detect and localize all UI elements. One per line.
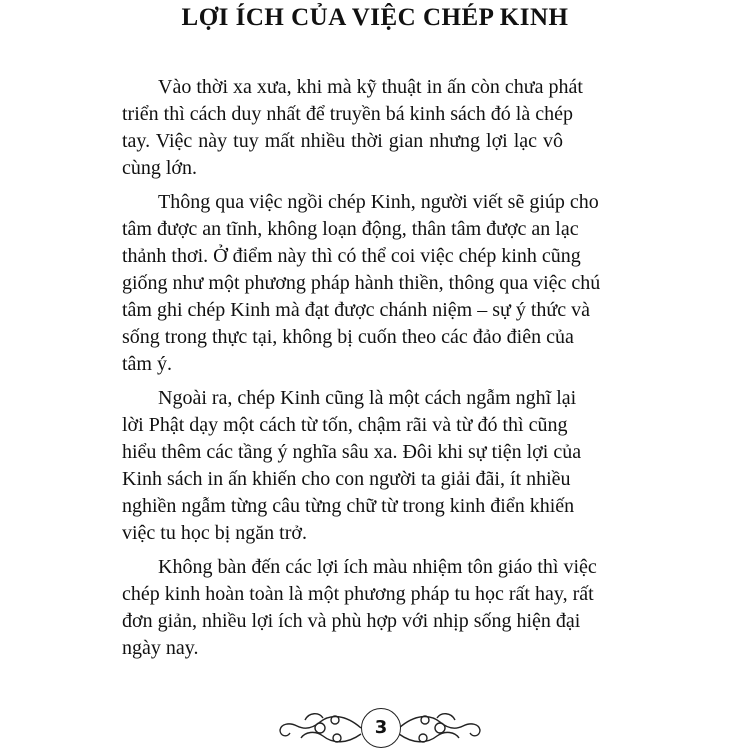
page-number: 3: [361, 708, 401, 748]
text-line: Vào thời xa xưa, khi mà kỹ thuật in ấn còn chưa phát: [158, 76, 583, 98]
text-line: tâm được an tĩnh, không loạn động, thân tâm được an lạc: [122, 218, 579, 240]
text-line: cùng lớn.: [122, 157, 198, 179]
page-footer-ornament: [275, 700, 485, 750]
text-line: sống trong thực tại, không bị cuốn theo các đảo điên của: [122, 326, 574, 348]
text-line: Kinh sách in ấn khiến cho con người ta giải đãi, ít nhiều: [122, 468, 571, 490]
text-line: ngày nay.: [122, 637, 199, 659]
text-line: Thông qua việc ngồi chép Kinh, người viết sẽ giúp cho: [158, 191, 599, 213]
text-line: tâm ý.: [122, 353, 172, 375]
paragraph: [122, 189, 601, 378]
paragraph: [122, 385, 582, 547]
text-line: hiểu thêm các tầng ý nghĩa sâu xa. Đôi khi sự tiện lợi của: [122, 441, 582, 463]
text-line: tâm ghi chép Kinh mà đạt được chánh niệm – sự ý thức và: [122, 299, 590, 321]
text-line: tay. Việc này tuy mất nhiều thời gian nhưng lợi lạc vô: [122, 130, 563, 152]
page-title: LỢI ÍCH CỦA VIỆC CHÉP KINH: [181, 4, 569, 31]
text-line: giống như một phương pháp hành thiền, thông qua việc chú: [122, 272, 601, 294]
text-line: đơn giản, nhiều lợi ích và phù hợp với nhịp sống hiện đại: [122, 610, 581, 632]
text-line: chép kinh hoàn toàn là một phương pháp tu học rất hay, rất: [122, 583, 594, 605]
text-line: nghiền ngẫm từng câu từng chữ từ trong kinh điển khiến: [122, 495, 575, 517]
text-line: triển thì cách duy nhất để truyền bá kinh sách đó là chép: [122, 103, 573, 125]
body-text: [122, 74, 601, 669]
text-line: Không bàn đến các lợi ích màu nhiệm tôn giáo thì việc: [158, 556, 597, 578]
text-line: việc tu học bị ngăn trở.: [122, 522, 307, 544]
text-line: Ngoài ra, chép Kinh cũng là một cách ngẫm nghĩ lại: [158, 387, 577, 409]
text-line: lời Phật dạy một cách từ tốn, chậm rãi và từ đó thì cũng: [122, 414, 568, 436]
paragraph: [122, 74, 583, 182]
paragraph: [122, 554, 597, 662]
text-line: thảnh thơi. Ở điểm này thì có thể coi việc chép kinh cũng: [122, 245, 581, 267]
